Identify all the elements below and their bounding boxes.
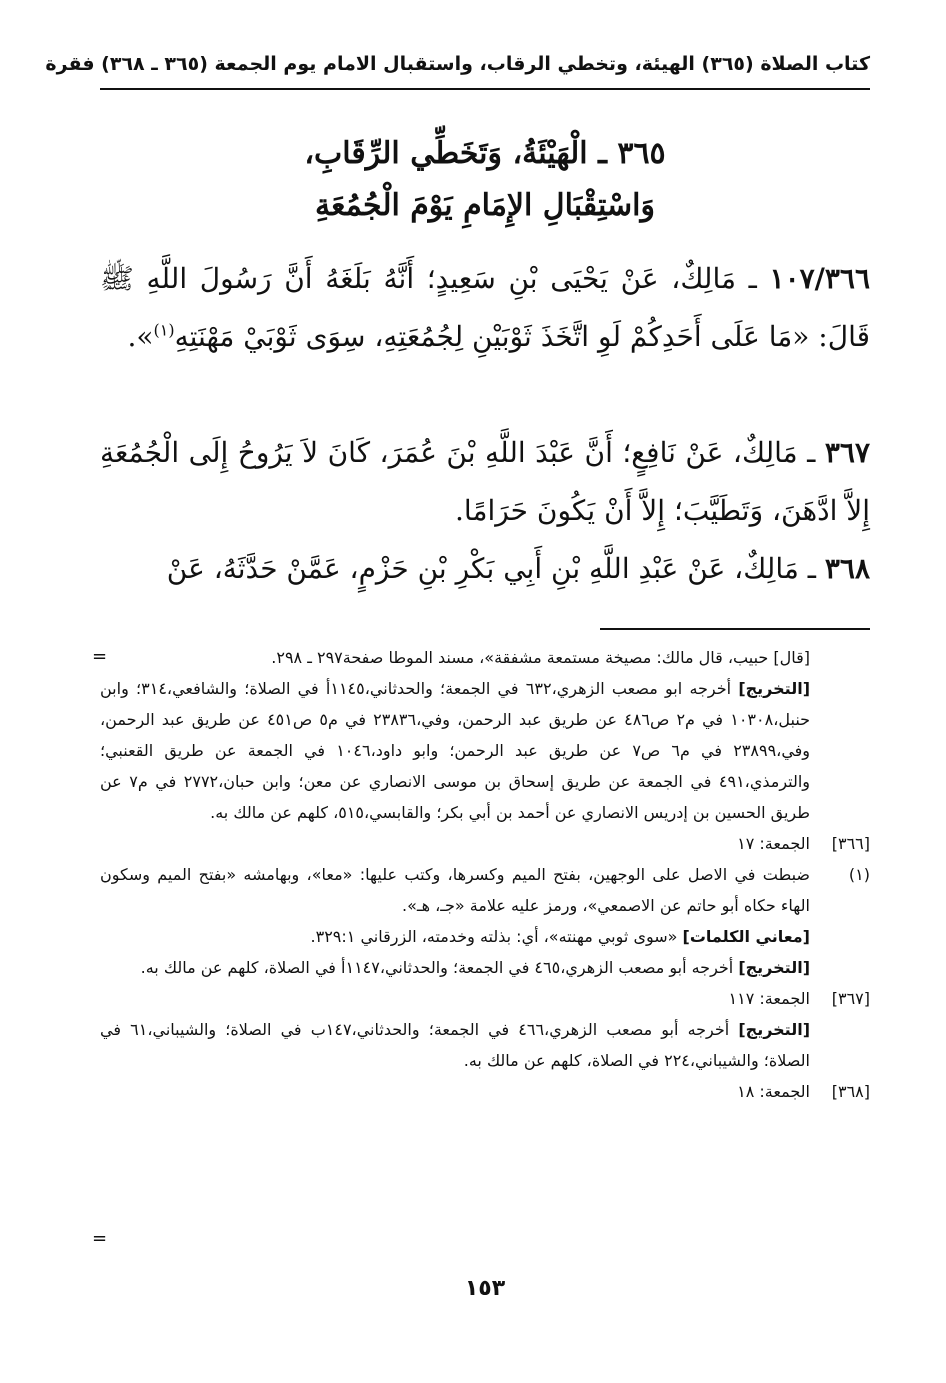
footnote-ref: (١) <box>848 865 870 884</box>
chapter-title-line-2: وَاسْتِقْبَالِ الإِمَامِ يَوْمَ الْجُمُعَةِ <box>315 188 655 223</box>
maani-text: «سوى ثوبي مهنته»، أي: بذلته وخدمته، الزرقاني ٣٢٩:١. <box>310 927 683 946</box>
footnotes <box>100 642 870 1107</box>
hadith-number: ٣٦٧ <box>824 436 870 469</box>
hadith-366 <box>100 250 870 366</box>
hadith-closing: ». <box>127 320 154 353</box>
footnote-text: الجمعة: ١١٧ <box>728 989 810 1008</box>
footnote-marker[interactable]: (١) <box>153 320 175 340</box>
takhrij-label: [التخريج] <box>738 1020 811 1039</box>
footnote-text: [قال] حبيب، قال مالك: مصيخة مستمعة مشفقة»، مسند الموطا صفحة٢٩٧ ـ ٢٩٨. <box>271 648 810 667</box>
header-rule <box>100 88 870 90</box>
footnote-367-takhrij <box>100 1014 870 1076</box>
hadith-text: ـ مَالِكٌ، عَنْ عَبْدِ اللَّهِ بْنِ أَبِي بَكْرِ بْنِ حَزْمٍ، عَمَّنْ حَدَّثَهُ، عَنْ <box>166 552 825 585</box>
chapter-title <box>100 128 870 232</box>
takhrij-text: أخرجه أبو مصعب الزهري،٤٦٦ في الجمعة؛ والحدثاني،١٤٧ب في الصلاة؛ والشيباني،٦١ في الصلاة؛ والشيباني،٢٢٤ في الصلاة، كلهم عن مالك به. <box>100 1020 810 1070</box>
footnote-ref: [٣٦٧] <box>831 989 870 1008</box>
continuation-mark: = <box>92 1228 108 1249</box>
page-number: ١٥٣ <box>464 1276 506 1301</box>
footnote-1 <box>100 859 870 983</box>
hadith-number: ١٠٧/٣٦٦ <box>769 262 870 295</box>
maani-label: [معاني الكلمات] <box>682 927 810 946</box>
footnote-text: الجمعة: ١٨ <box>737 1082 810 1101</box>
footnote-separator <box>600 628 870 630</box>
footnote-text: الجمعة: ١٧ <box>737 834 810 853</box>
footnote-text: ضبطت في الاصل على الوجهين، بفتح الميم وكسرها، وكتب عليها: «معا»، وبهامشه «بفتح الميم وسكون الهاء حكاه أبو حاتم عن الاصمعي»، ورمز عليه علامة «جـ، هـ». <box>100 865 810 915</box>
book-page <box>45 0 870 1383</box>
chapter-title-line-1: ٣٦٥ ـ الْهَيْئَةُ، وَتَخَطِّي الرِّقَابِ، <box>304 136 666 171</box>
hadith-text: ـ مَالِكٌ، عَنْ نَافِعٍ؛ أَنَّ عَبْدَ اللَّهِ بْنَ عُمَرَ، كَانَ لاَ يَرُوحُ إِلَى الْجُمُعَةِ إِلاَّ ادَّهَنَ، وَتَطَيَّبَ؛ إِلاَّ أَنْ يَكُونَ حَرَامًا. <box>100 436 870 527</box>
takhrij-label: [التخريج] <box>738 958 810 977</box>
takhrij-label: [التخريج] <box>738 679 810 698</box>
footnote-ref: [٣٦٦] <box>831 834 870 853</box>
takhrij-text: أخرجه ابو مصعب الزهري،٦٣٢ في الجمعة؛ والحدثاني،١١٤٥أ في الصلاة؛ والشافعي،٣١٤؛ وابن حنبل،١٠٣٠٨ في م٢ ص٤٨٦ عن طريق عبد الرحمن، وفي،٢٣٨٣٦ في م٥ ص٤٥١ عن طريق عبد الرحمن، وفي،٢٣٨٩٩ في م٦ ص٧ عن طريق عبد الرحمن؛ وابو داود،١٠٤٦ في الجمعة عن طريق القعنبي؛ والترمذي،٤٩١ في الجمعة عن طريق إسحاق بن موسى الانصاري عن معن؛ وابن حبان،٢٧٧٢ في م٧ عن طريق الحسين بن إدريس الانصاري عن أحمد بن أبي بكر؛ والقابسي،٥١٥، كلهم عن مالك به. <box>100 679 811 822</box>
running-header: كتاب الصلاة (٣٦٥) الهيئة، وتخطي الرقاب، واستقبال الامام يوم الجمعة (٣٦٥ ـ ٣٦٨) فقرة <box>45 53 870 75</box>
hadith-text: ـ مَالِكٌ، عَنْ يَحْيَى بْنِ سَعِيدٍ؛ أَنَّهُ بَلَغَهُ أَنَّ رَسُولَ اللَّهِ ﷺ قَالَ: «مَا عَلَى أَحَدِكُمْ لَوِ اتَّخَذَ ثَوْبَيْنِ لِجُمُعَتِهِ، سِوَى ثَوْبَيْ مَهْنَتِهِ <box>100 262 870 353</box>
hadith-367 <box>100 424 870 540</box>
footnote-368 <box>100 1076 870 1107</box>
footnote-ref: [٣٦٨] <box>831 1082 870 1101</box>
footnote-366 <box>100 828 870 859</box>
continuation-mark: = <box>92 646 108 667</box>
takhrij-text: أخرجه أبو مصعب الزهري،٤٦٥ في الجمعة؛ والحدثاني،١١٤٧أ في الصلاة، كلهم عن مالك به. <box>140 958 739 977</box>
hadith-number: ٣٦٨ <box>824 552 870 585</box>
hadith-368 <box>100 540 870 598</box>
footnote-367 <box>100 983 870 1014</box>
footnote-continuation <box>100 642 870 828</box>
